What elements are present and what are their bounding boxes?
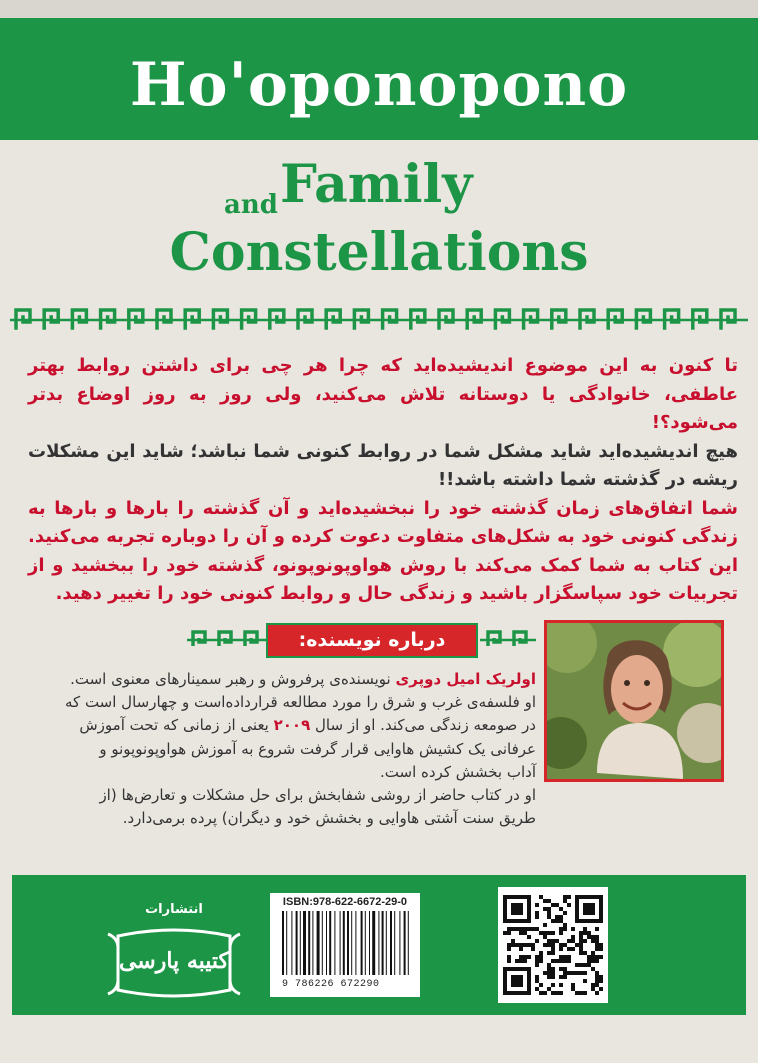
author-bio-line-6: او در کتاب حاضر از روشی شفابخش برای حل مشکلات و تعارض‌ها (از	[99, 786, 536, 805]
top-paper-strip	[0, 0, 758, 18]
blurb-paragraph-3: شما اتفاق‌های زمان گذشته خود را نبخشیده‌اید و آن گذشته را بارها و بارها به زندگی کنونی خود به شکل‌های متفاوت دعوت کرده و آن را دوباره تجربه می‌کنید. این کتاب به شما کمک می‌کند با روش هواوپونوپونو، گذشته خود را ببخشید و از تجربیات خود سپاسگزار باشید و زندگی حال و روابط کنونی خود را تغییر دهید.	[28, 497, 738, 604]
author-bio-line-3: در صومعه زندگی می‌کند. او از سال ۲۰۰۹ یعنی از زمانی که تحت آموزش	[79, 716, 536, 735]
author-bio	[30, 668, 536, 830]
qr-code-icon	[498, 887, 608, 1003]
blurb-paragraph-2: هیچ اندیشیده‌اید شاید مشکل شما در روابط کنونی شما نباشد؛ شاید این مشکلات ریشه در گذشته شما داشته باشد!!	[28, 440, 738, 490]
author-photo	[544, 620, 724, 782]
author-bio-line-4: عرفانی یک کشیش هاوایی قرار گرفت شروع به آموزش هواوپونوپونو و	[99, 739, 536, 758]
year-2009: ۲۰۰۹	[273, 716, 311, 735]
title-hooponopono: Ho'oponopono	[129, 50, 629, 120]
blurb-paragraph-1: تا کنون به این موضوع اندیشیده‌اید که چرا هر چی برای داشتن روابط بهتر عاطفی، خانوادگی یا دوستانه تلاش می‌کنید، ولی روز به روز اوضاع بدتر می‌شود؟!	[28, 355, 738, 433]
about-ornament-right	[480, 624, 536, 656]
isbn-label: ISBN:978-622-6672-29-0	[282, 896, 408, 908]
greek-key-ornament	[10, 298, 748, 342]
publisher-label: انتشارات	[145, 902, 203, 917]
title-family: Family	[280, 154, 473, 215]
qr-code	[498, 887, 608, 1003]
blurb	[28, 352, 738, 609]
author-bio-line-1: اولریک امیل دوپری نویسنده‌ی پرفروش و رهبر سمینارهای معنوی است.	[70, 670, 536, 688]
about-ornament-left	[187, 624, 267, 656]
title-constellations: Constellations	[169, 222, 589, 283]
about-author-heading: درباره نویسنده:	[266, 623, 478, 658]
publisher-name: کتیبه پارسی	[118, 948, 230, 974]
isbn-barcode	[270, 893, 420, 997]
author-name: اولریک امیل دوپری	[395, 670, 536, 688]
author-portrait-illustration	[547, 623, 721, 779]
title-and: and	[224, 190, 278, 220]
author-bio-line-7: طریق سنت آشتی هاوایی و بخشش خود و دیگران) پرده برمی‌دارد.	[122, 809, 536, 828]
barcode-digits: 9 786226 672290	[282, 979, 380, 990]
author-bio-line-2: او فلسفه‌ی غرب و شرق را مورد مطالعه قرارداده‌است و چهارسال است که	[65, 693, 536, 712]
author-bio-line-5: آداب بخشش کرده است.	[380, 762, 536, 781]
